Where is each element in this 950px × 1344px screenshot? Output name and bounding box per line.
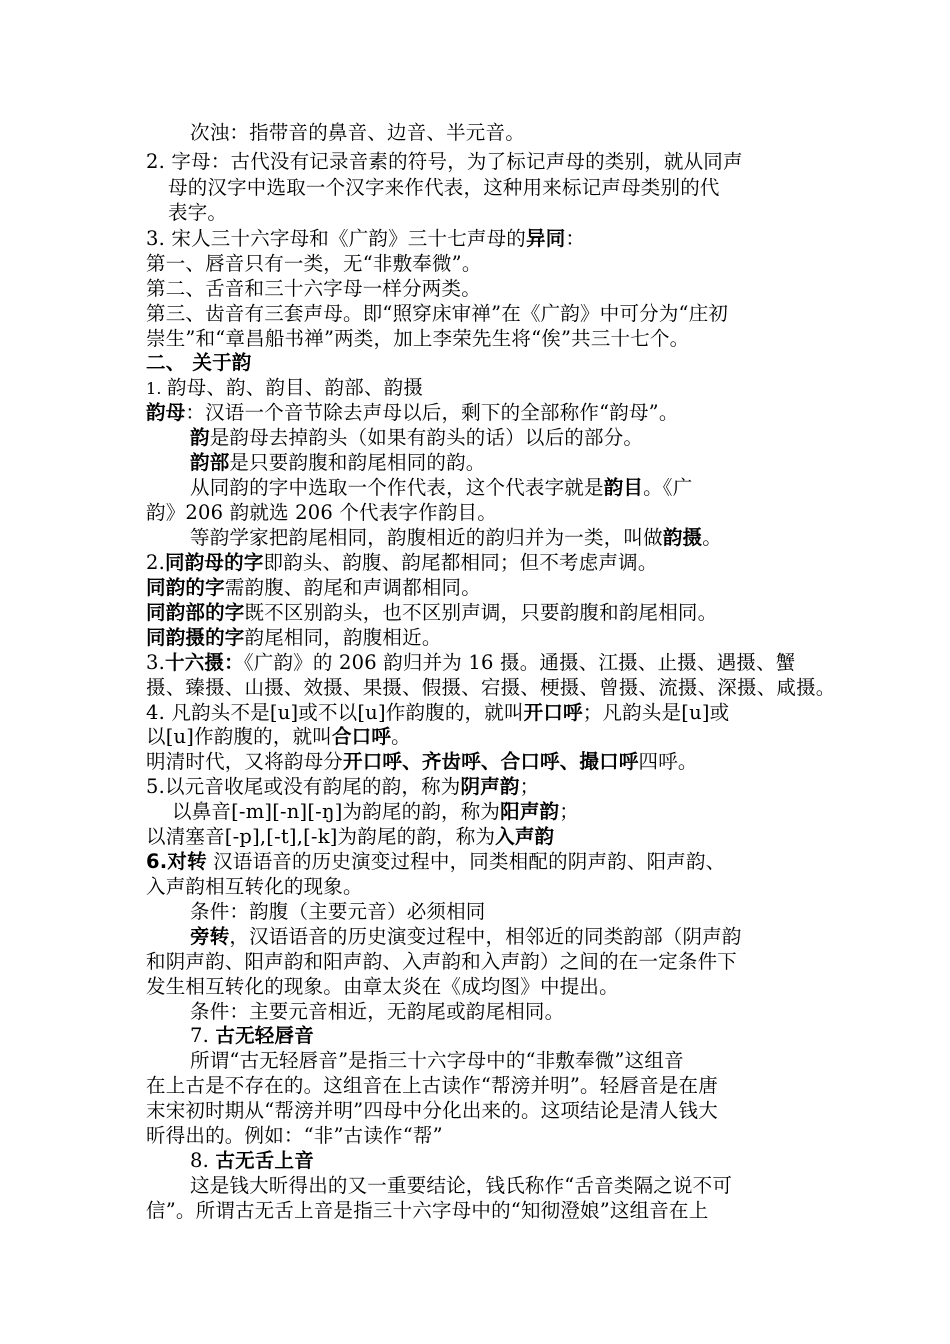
bold-term: 韵 [190, 426, 210, 449]
text-line [146, 626, 442, 650]
text-line [146, 601, 717, 625]
text-line [146, 401, 679, 425]
text-segment: 这是钱大昕得出的又一重要结论，钱氏称作“舌音类隔之说不可 [190, 1174, 733, 1197]
text-line [146, 1074, 718, 1098]
text-segment: 《广韵》的 206 韵归并为 16 摄。通摄、江摄、止摄、遇摄、蟹 [243, 651, 796, 674]
text-segment: 2. 字母：古代没有记录音素的符号，为了标记声母的类别，就从同声 [146, 150, 743, 173]
text-line [146, 277, 481, 301]
text-segment: 表字。 [168, 201, 228, 224]
bold-term: 十六摄： [165, 651, 244, 674]
text-line [190, 1000, 564, 1024]
text-line [168, 201, 227, 225]
bold-term: 二、 关于韵 [146, 351, 252, 374]
text-line [190, 476, 692, 500]
bold-term: 古无轻唇音 [215, 1024, 314, 1047]
text-segment: 次浊：指带音的鼻音、边音、半元音。 [190, 121, 525, 144]
text-line [190, 121, 525, 145]
section-heading [146, 351, 252, 375]
bold-term: 同韵部的字 [146, 601, 245, 624]
text-line [146, 327, 689, 351]
text-line [146, 150, 743, 174]
text-segment: 信”。所谓古无舌上音是指三十六字母中的“知彻澄娘”这组音在上 [146, 1199, 709, 1222]
text-line [190, 900, 486, 924]
text-line [146, 501, 497, 525]
bold-term: 韵部 [190, 451, 230, 474]
text-segment: 2. [146, 551, 166, 574]
text-line [146, 850, 725, 874]
text-segment: 。 [702, 526, 722, 549]
text-line [146, 750, 698, 774]
text-segment: 5.以元音收尾或没有韵尾的韵，称为 [146, 775, 461, 798]
bold-term: 6.对转 [146, 850, 207, 873]
bold-term: 古无舌上音 [215, 1149, 314, 1172]
text-segment: 摄、臻摄、山摄、效摄、果摄、假摄、宕摄、梗摄、曾摄、流摄、深摄、咸摄。 [146, 676, 836, 699]
text-segment: 。《广 [643, 476, 693, 499]
text-segment: 条件：韵腹（主要元音）必须相同 [190, 900, 486, 923]
text-line [146, 252, 482, 276]
text-segment: 4. 凡韵头不是[u]或不以[u]作韵腹的，就叫 [146, 701, 524, 724]
bold-term: 韵目 [603, 476, 644, 499]
text-segment: 以鼻音[-m][-n][-ŋ]为韵尾的韵，称为 [172, 800, 501, 823]
text-segment: 以清塞音[-p],[-t],[-k]为韵尾的韵，称为 [146, 825, 496, 848]
text-line [146, 875, 363, 899]
text-segment: 韵》206 韵就选 206 个代表字作韵目。 [146, 501, 497, 524]
text-segment: 和阴声韵、阳声韵和阳声韵、入声韵和入声韵）之间的在一定条件下 [146, 950, 738, 973]
text-segment: ：汉语一个音节除去声母以后，剩下的全部称作“韵母”。 [185, 401, 679, 424]
text-segment: ； [519, 775, 540, 798]
text-segment: 从同韵的字中选取一个作代表，这个代表字就是 [190, 476, 604, 499]
text-line [146, 825, 554, 849]
text-segment: 以[u]作韵腹的，就叫 [146, 725, 332, 748]
text-segment: 等韵学家把韵尾相同，韵腹相近的韵归并为一类，叫做 [190, 526, 663, 549]
text-line [190, 1174, 732, 1198]
text-line [146, 576, 481, 600]
text-line [190, 426, 643, 450]
text-segment: 入声韵相互转化的现象。 [146, 875, 363, 898]
text-segment: 四呼。 [638, 750, 698, 773]
text-segment: 既不区别韵头，也不区别声调，只要韵腹和韵尾相同。 [244, 601, 718, 624]
text-line [146, 376, 423, 401]
text-line [146, 725, 411, 749]
text-line [146, 302, 728, 326]
bold-term: 开口呼 [523, 701, 583, 724]
text-segment: 所谓“古无轻唇音”是指三十六字母中的“非敷奉微”这组音 [190, 1049, 684, 1072]
bold-term: 同韵摄的字 [146, 626, 245, 649]
text-line [190, 451, 486, 475]
bold-term: 同韵母的字 [165, 551, 264, 574]
text-line [146, 1124, 443, 1148]
text-segment: 明清时代，又将韵母分 [146, 750, 344, 773]
text-segment: 是韵母去掉韵头（如果有韵头的话）以后的部分。 [209, 426, 644, 449]
text-segment: 1. [146, 379, 167, 398]
text-segment: 7. [190, 1024, 216, 1047]
text-line [146, 950, 737, 974]
bold-term: 阴声韵 [460, 775, 520, 798]
bold-term: 开口呼、齐齿呼、合口呼、撮口呼 [343, 750, 639, 773]
subsection-heading [190, 1024, 314, 1048]
text-segment: 。 [391, 725, 411, 748]
bold-term: 合口呼 [331, 725, 392, 748]
text-segment: 在上古是不存在的。这组音在上古读作“帮滂并明”。轻唇音是在唐 [146, 1074, 718, 1097]
text-segment: 汉语语音的历史演变过程中，同类相配的阴声韵、阳声韵、 [206, 850, 726, 873]
bold-term: 异同 [526, 227, 566, 250]
text-segment: 3. 宋人三十六字母和《广韵》三十七声母的 [146, 227, 527, 250]
text-segment: 需韵腹、韵尾和声调都相同。 [224, 576, 481, 599]
text-segment: 第一、唇音只有一类，无“非敷奉微”。 [146, 252, 482, 275]
text-line [190, 925, 742, 949]
text-line [146, 1099, 718, 1123]
bold-term: 旁转 [190, 925, 230, 948]
text-segment: 昕得出的。例如：“非”古读作“帮” [146, 1124, 443, 1147]
text-segment: 条件：主要元音相近，无韵尾或韵尾相同。 [190, 1000, 565, 1023]
text-segment: ；凡韵头是[u]或 [582, 701, 730, 724]
text-segment: ，汉语语音的历史演变过程中，相邻近的同类韵部（阴声韵 [229, 925, 742, 948]
text-segment: 母的汉字中选取一个汉字来作代表，这种用来标记声母类别的代 [168, 176, 720, 199]
text-line [146, 676, 836, 700]
text-segment: 第三、齿音有三套声母。即“照穿床审禅”在《广韵》中可分为“庄初 [146, 302, 729, 325]
bold-term: 韵摄 [662, 526, 703, 549]
text-line [146, 701, 729, 725]
text-segment: 韵母、韵、韵目、韵部、韵摄 [166, 376, 424, 399]
text-line [146, 1199, 708, 1223]
text-line [146, 651, 796, 675]
text-line [190, 1049, 684, 1073]
text-segment: 崇生”和“章昌船书禅”两类，加上李荣先生将“俟”共三十七个。 [146, 327, 690, 350]
text-segment: ： [565, 227, 586, 250]
text-line [146, 551, 658, 575]
bold-term: 同韵的字 [146, 576, 225, 599]
bold-term: 韵母 [146, 401, 186, 424]
text-segment: 末宋初时期从“帮滂并明”四母中分化出来的。这项结论是清人钱大 [146, 1099, 718, 1122]
text-line [168, 176, 720, 200]
text-line [146, 775, 539, 799]
text-line [146, 975, 619, 999]
bold-term: 入声韵 [495, 825, 555, 848]
text-line [146, 227, 585, 251]
text-segment: 是只要韵腹和韵尾相同的韵。 [229, 451, 486, 474]
subsection-heading [190, 1149, 314, 1173]
text-segment: 即韵头、韵腹、韵尾都相同；但不考虑声调。 [263, 551, 658, 574]
bold-term: 阳声韵 [500, 800, 560, 823]
text-segment: 第二、舌音和三十六字母一样分两类。 [146, 277, 481, 300]
text-line [190, 526, 722, 550]
text-segment: 韵尾相同，韵腹相近。 [244, 626, 442, 649]
text-segment: 3. [146, 651, 166, 674]
text-line [172, 800, 579, 824]
text-segment: 发生相互转化的现象。由章太炎在《成均图》中提出。 [146, 975, 619, 998]
text-segment: ； [559, 800, 579, 823]
text-segment: 8. [190, 1149, 216, 1172]
